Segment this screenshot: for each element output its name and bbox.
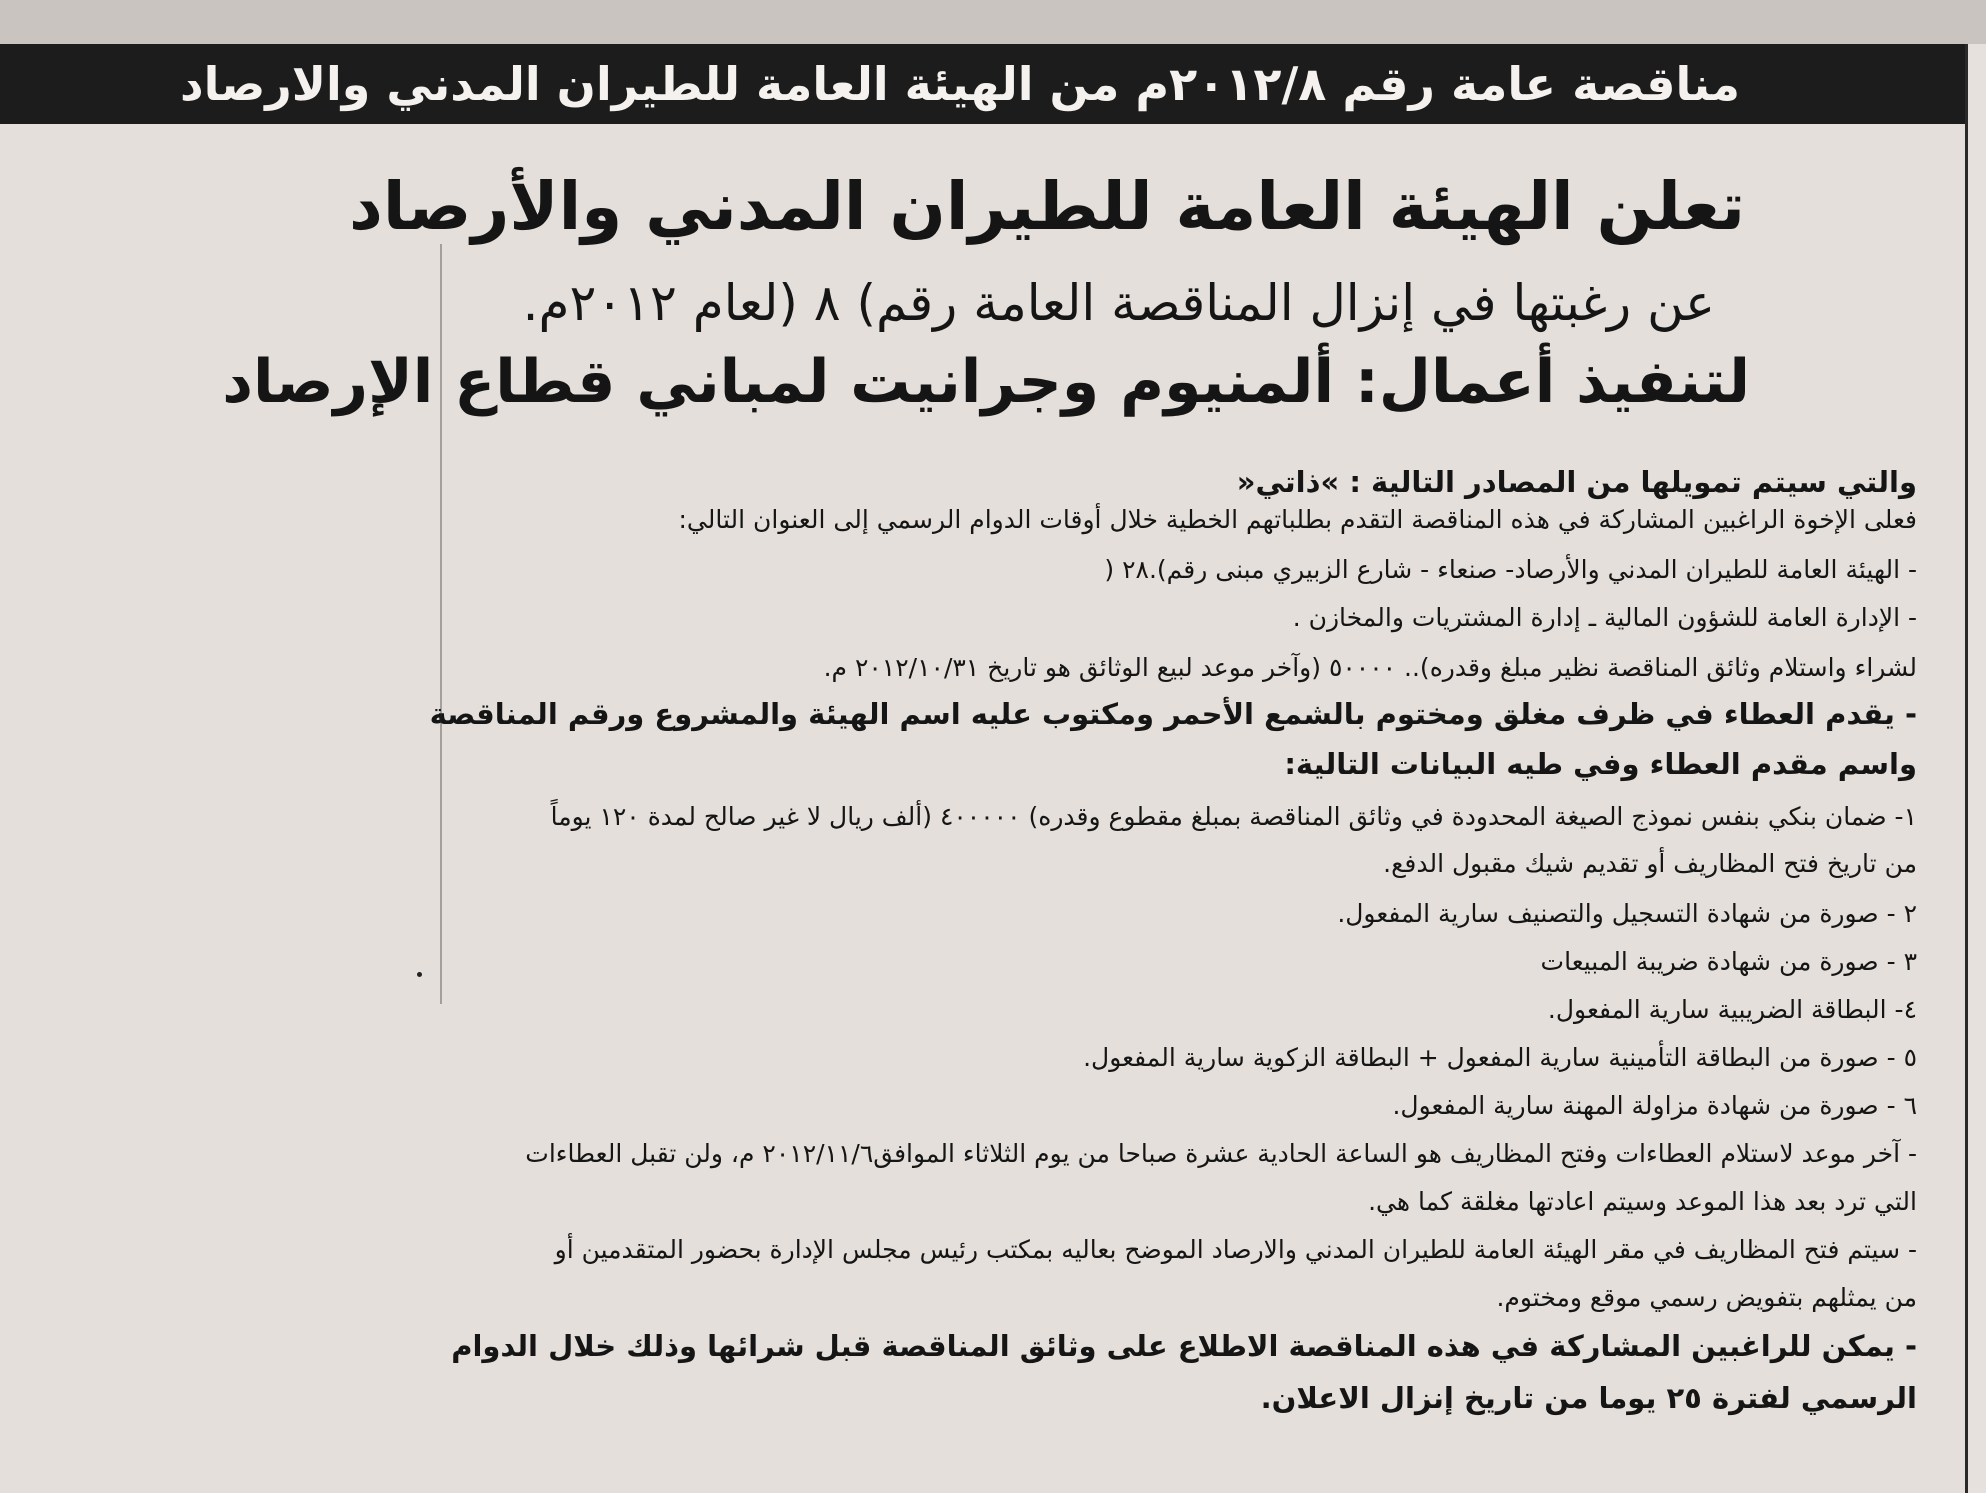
review-line: - يمكن للراغبين المشاركة في هذه المناقصة الاطلاع على وثائق المناقصة قبل شرائها وذلك خلال الدوام [451, 1329, 1917, 1363]
body-line: لشراء واستلام وثائق المناقصة نظير مبلغ وقدره).. ٥٠٠٠٠ (وآخر موعد لبيع الوثائق هو تاريخ ٢٠١٢/١٠/٣١ م. [823, 653, 1917, 682]
deadline-line: التي ترد بعد هذا الموعد وسيتم اعادتها مغلقة كما هي. [1368, 1187, 1917, 1216]
tender-notice [0, 44, 1968, 1493]
body-line: واسم مقدم العطاء وفي طيه البيانات التالية: [1284, 747, 1917, 781]
funding-line: والتي سيتم تمويلها من المصادر التالية : »ذاتي« [1236, 465, 1917, 499]
address-line: - الهيئة العامة للطيران المدني والأرصاد- صنعاء - شارع الزبيري مبنى رقم).٢٨ ( [1104, 555, 1917, 584]
notice-header-bar: مناقصة عامة رقم ٢٠١٢/٨م من الهيئة العامة للطيران المدني والارصاد [0, 44, 1965, 124]
requirement-item: ١- ضمان بنكي بنفس نموذج الصيغة المحدودة في وثائق المناقصة بمبلغ مقطوع وقدره) ٤٠٠٠٠٠ (ألف ريال لا غير صالح لمدة ١٢٠ يوماً [550, 802, 1917, 831]
review-line: الرسمي لفترة ٢٥ يوما من تاريخ إنزال الاعلان. [1260, 1381, 1917, 1415]
requirement-item: ٥ - صورة من البطاقة التأمينية سارية المفعول + البطاقة الزكوية سارية المفعول. [1083, 1043, 1917, 1072]
opening-line: - سيتم فتح المظاريف في مقر الهيئة العامة للطيران المدني والارصاد الموضح بعاليه بمكتب رئيس مجلس الإدارة بحضور المتقدمين أو [554, 1235, 1917, 1264]
notice-title: تعلن الهيئة العامة للطيران المدني والأرصاد [349, 168, 1745, 245]
ink-speck [417, 972, 422, 977]
requirement-item: ٣ - صورة من شهادة ضريبة المبيعات [1540, 947, 1917, 976]
scan-margin [0, 0, 1986, 44]
opening-line: من يمثلهم بتفويض رسمي موقع ومختوم. [1496, 1283, 1917, 1312]
requirement-item: ٢ - صورة من شهادة التسجيل والتصنيف سارية المفعول. [1337, 899, 1917, 928]
paper-fold-line [440, 244, 442, 1004]
deadline-line: - آخر موعد لاستلام العطاءات وفتح المظاريف هو الساعة الحادية عشرة صباحا من يوم الثلاثاء الموافق٢٠١٢/١١/٦ م، ولن تقبل العطاءات [525, 1139, 1917, 1168]
requirement-item: ٤- البطاقة الضريبية سارية المفعول. [1547, 995, 1917, 1024]
requirement-item: ٦ - صورة من شهادة مزاولة المهنة سارية المفعول. [1392, 1091, 1917, 1120]
body-line: فعلى الإخوة الراغبين المشاركة في هذه المناقصة التقدم بطلباتهم الخطية خلال أوقات الدوام الرسمي إلى العنوان التالي: [678, 505, 1917, 534]
requirement-item: من تاريخ فتح المظاريف أو تقديم شيك مقبول الدفع. [1383, 849, 1917, 878]
notice-subtitle: عن رغبتها في إنزال المناقصة العامة رقم) ٨ (لعام ٢٠١٢م. [522, 274, 1715, 332]
address-line: - الإدارة العامة للشؤون المالية ـ إدارة المشتريات والمخازن . [1292, 603, 1917, 632]
body-line: - يقدم العطاء في ظرف مغلق ومختوم بالشمع الأحمر ومكتوب عليه اسم الهيئة والمشروع ورقم المناقصة [429, 697, 1917, 731]
notice-project: لتنفيذ أعمال: ألمنيوم وجرانيت لمباني قطاع الإرصاد [222, 347, 1750, 417]
